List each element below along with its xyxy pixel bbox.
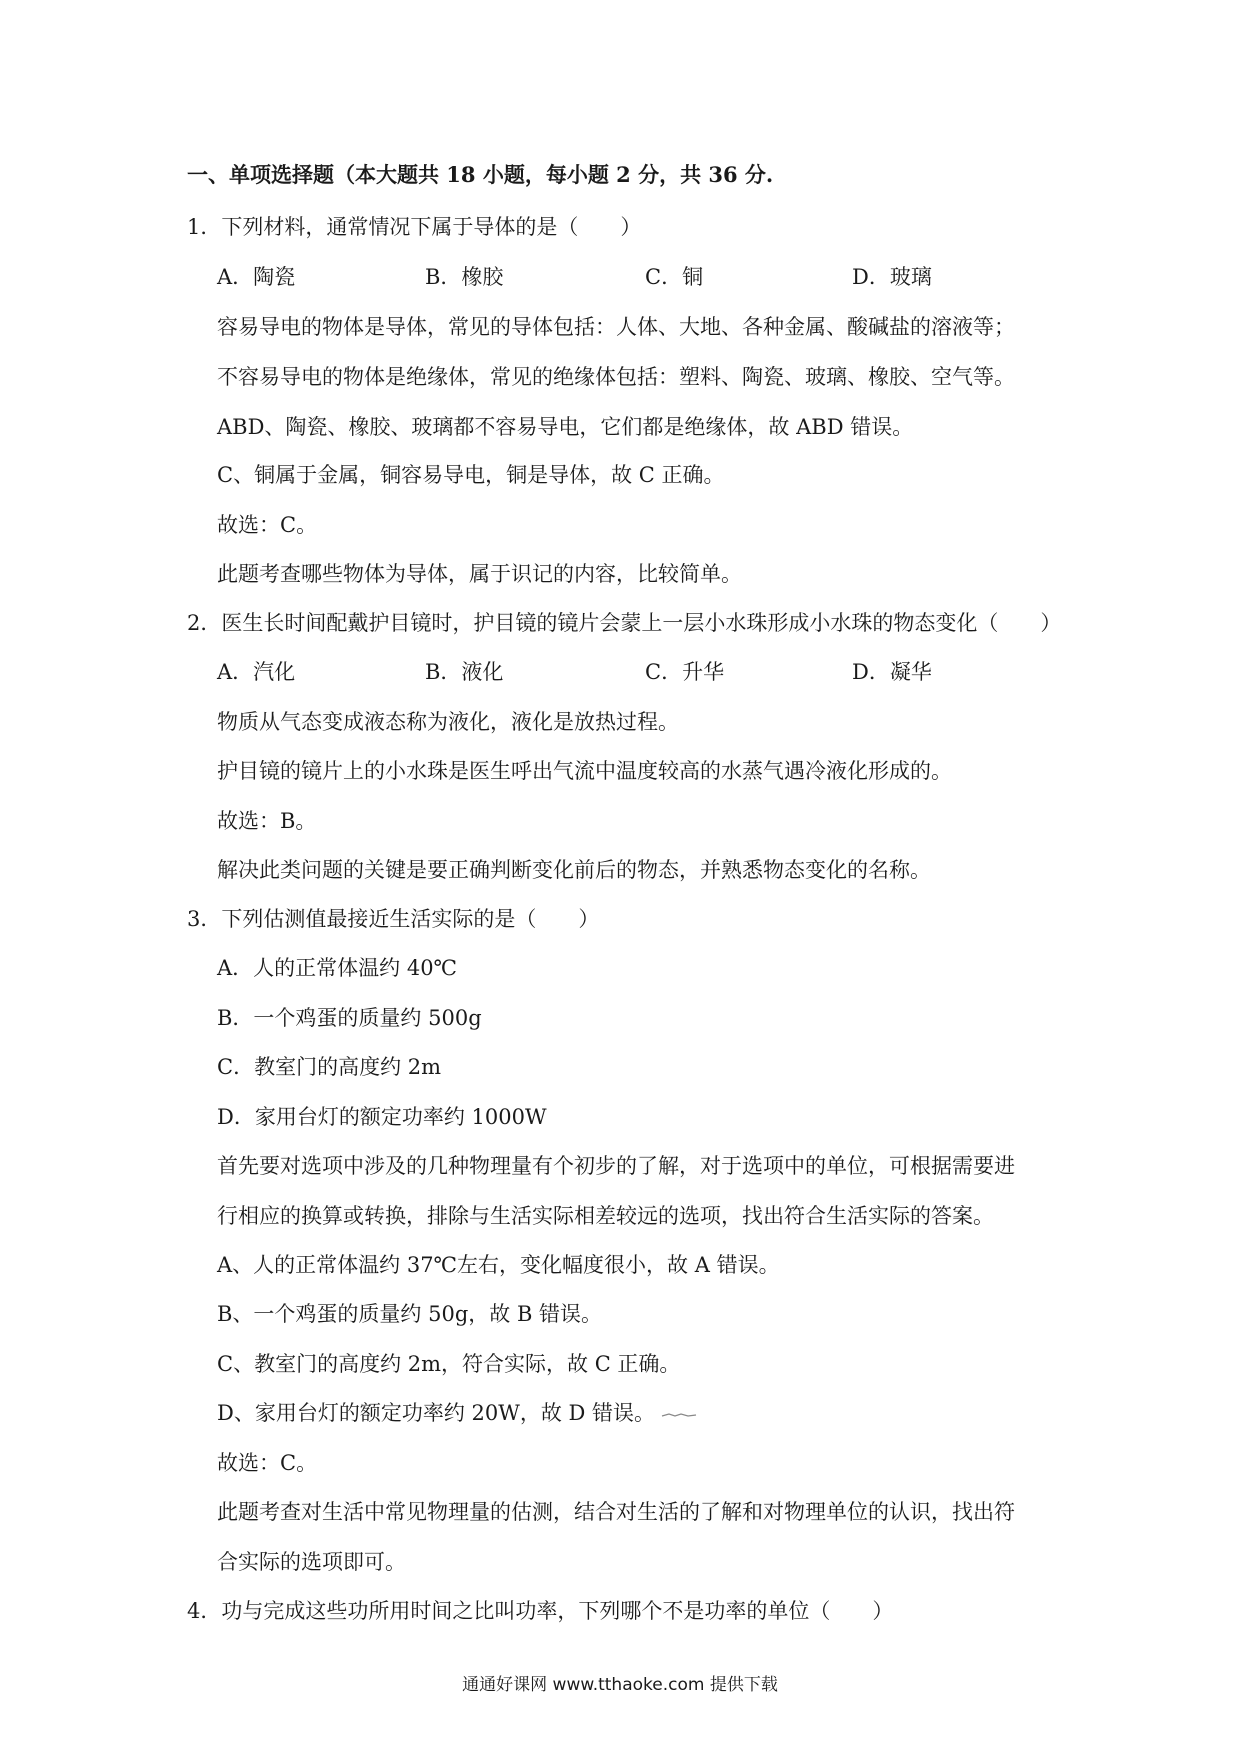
question-4-stem: 4．功与完成这些功所用时间之比叫功率，下列哪个不是功率的单位（ ） [187,1599,894,1623]
q3-option-b: B．一个鸡蛋的质量约 500g [217,1006,482,1030]
q1-analysis-line: ABD、陶瓷、橡胶、玻璃都不容易导电，它们都是绝缘体，故 ABD 错误。 [217,415,914,439]
q2-comment: 解决此类问题的关键是要正确判断变化前后的物态，并熟悉物态变化的名称。 [217,858,931,882]
q2-option-c: C．升华 [645,660,725,684]
q1-option-b: B．橡胶 [425,265,504,289]
q1-option-a: A．陶瓷 [217,265,296,289]
q1-option-c: C．铜 [645,265,704,289]
q3-analysis-line: 首先要对选项中涉及的几种物理量有个初步的了解，对于选项中的单位，可根据需要进 [217,1154,1015,1178]
q2-option-a: A．汽化 [217,660,296,684]
q3-analysis-line [217,1398,697,1428]
q3-analysis-line: 行相应的换算或转换，排除与生活实际相差较远的选项，找出符合生活实际的答案。 [217,1204,994,1228]
q2-analysis-line: 物质从气态变成液态称为液化，液化是放热过程。 [217,710,679,734]
q1-analysis-line: C、铜属于金属，铜容易导电，铜是导体，故 C 正确。 [217,463,725,487]
q3-option-c: C．教室门的高度约 2m [217,1055,442,1079]
q3-analysis-line: B、一个鸡蛋的质量约 50g，故 B 错误。 [217,1302,603,1326]
q3-option-a: A．人的正常体温约 40℃ [217,956,458,980]
question-2-stem: 2．医生长时间配戴护目镜时，护目镜的镜片会蒙上一层小水珠形成小水珠的物态变化（ ） [187,611,1062,635]
q3-analysis-line: A、人的正常体温约 37℃左右，变化幅度很小，故 A 错误。 [217,1253,780,1277]
q3-option-d: D．家用台灯的额定功率约 1000W [217,1105,547,1129]
section-title: 一、单项选择题（本大题共 18 小题，每小题 2 分，共 36 分. [187,162,774,187]
q3-analysis-line: C、教室门的高度约 2m，符合实际，故 C 正确。 [217,1352,681,1376]
q3-comment: 此题考查对生活中常见物理量的估测，结合对生活的了解和对物理单位的认识，找出符 [217,1500,1015,1524]
scribble-mark [661,1412,697,1418]
question-3-stem: 3．下列估测值最接近生活实际的是（ ） [187,907,600,931]
question-1-stem: 1．下列材料，通常情况下属于导体的是（ ） [187,215,642,239]
q1-analysis-line: 容易导电的物体是导体，常见的导体包括：人体、大地、各种金属、酸碱盐的溶液等； [217,315,1015,339]
page-footer: 通通好课网 www.tthaoke.com 提供下载 [462,1675,778,1695]
q3-comment: 合实际的选项即可。 [217,1550,406,1574]
q3-answer: 故选：C。 [217,1451,318,1475]
q1-option-d: D．玻璃 [852,265,932,289]
q1-comment: 此题考查哪些物体为导体，属于识记的内容，比较简单。 [217,562,742,586]
q2-analysis-line: 护目镜的镜片上的小水珠是医生呼出气流中温度较高的水蒸气遇冷液化形成的。 [217,759,952,783]
q2-option-b: B．液化 [425,660,504,684]
q1-answer: 故选：C。 [217,513,318,537]
q3-analysis-text: D、家用台灯的额定功率约 20W，故 D 错误。 [217,1401,656,1425]
q2-option-d: D．凝华 [852,660,932,684]
q2-answer: 故选：B。 [217,809,317,833]
q1-analysis-line: 不容易导电的物体是绝缘体，常见的绝缘体包括：塑料、陶瓷、玻璃、橡胶、空气等。 [217,365,1015,389]
